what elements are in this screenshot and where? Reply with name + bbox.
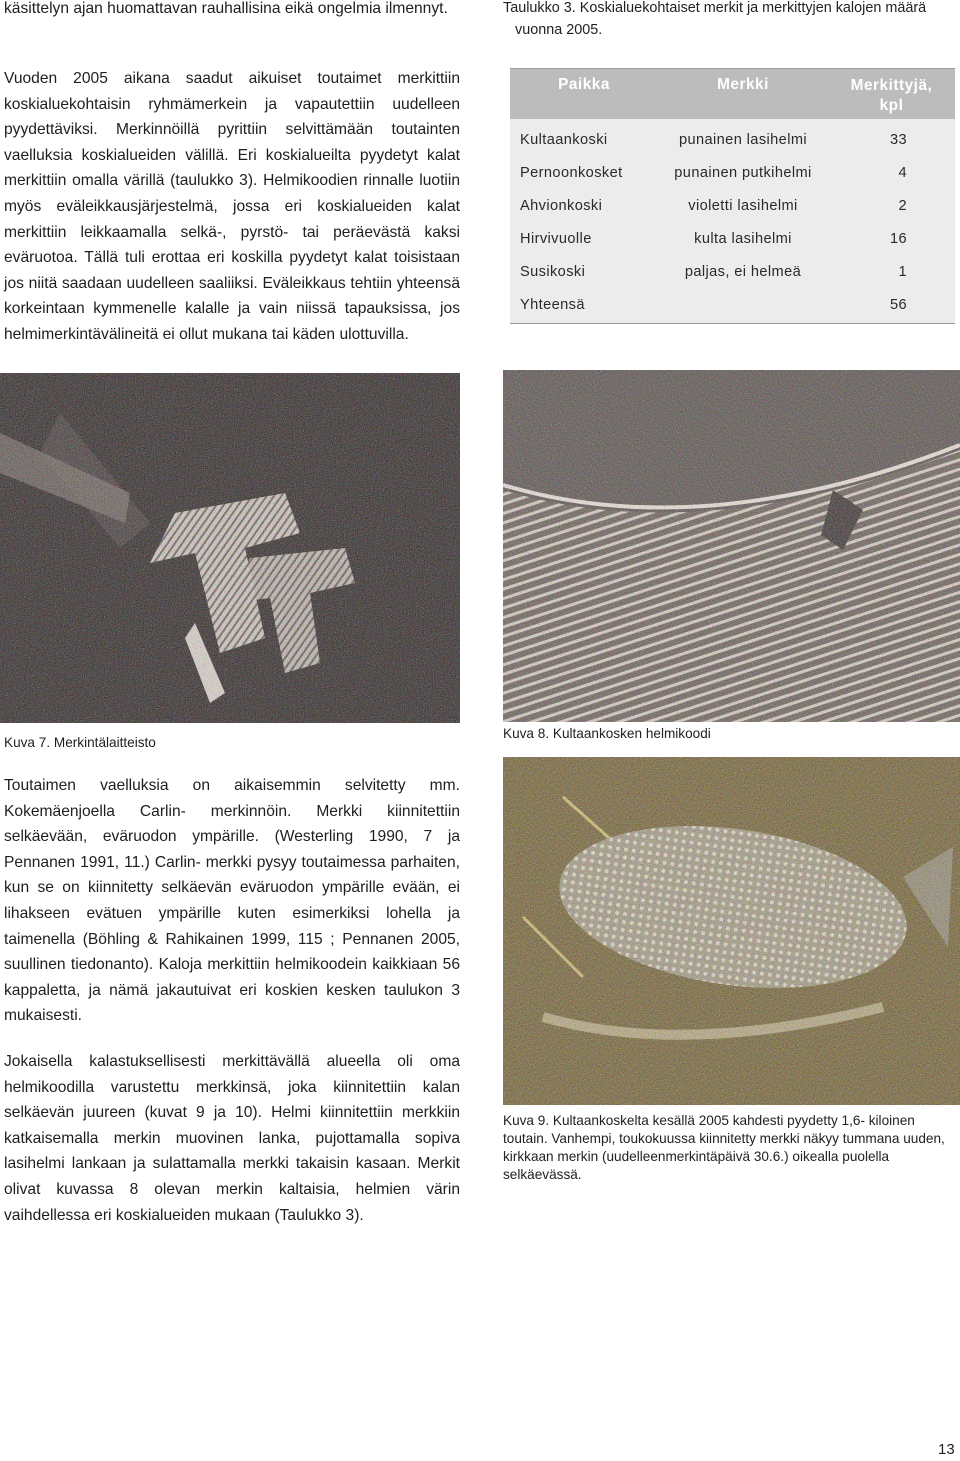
cell-place: Yhteensä (520, 296, 585, 313)
cell-mark: punainen lasihelmi (678, 131, 808, 148)
table-3 (510, 68, 955, 324)
table-row (510, 255, 955, 288)
cell-count: 33 (889, 131, 907, 148)
cell-mark: kulta lasihelmi (694, 230, 792, 247)
header-mark: Merkki (717, 76, 769, 93)
cell-mark: punainen putkihelmi (674, 164, 812, 181)
figure-9-photo (503, 757, 960, 1105)
cell-count: 16 (889, 230, 907, 247)
table-row (510, 222, 955, 255)
header-count (828, 69, 955, 119)
cell-mark: violetti lasihelmi (688, 197, 798, 214)
table-3-caption-line-1: Taulukko 3. Koskialuekohtaiset merkit ja merkittyjen kalojen määrä (503, 0, 927, 16)
table-row (510, 156, 955, 189)
intro-text: käsittelyn ajan huomattavan rauhallisina eikä ongelmia ilmennyt. (4, 0, 448, 17)
figure-8-photo (503, 370, 960, 722)
cell-count: 1 (898, 263, 907, 280)
table-total-row (510, 288, 955, 321)
header-place: Paikka (558, 76, 610, 93)
cell-place: Susikoski (520, 263, 586, 280)
header-count-line-1: Merkittyjä, (850, 77, 933, 94)
table-3-caption-line-2: vuonna 2005. (515, 22, 603, 38)
paragraph-tagging: Vuoden 2005 aikana saadut aikuiset toutaimet merkittiin koskialuekohtaisin ryhmämerkein ja vapautettiin uudelleen pyydettäviksi. Merkinnöillä pyrittiin selvittämään toutainten vaelluksia koskialueiden välillä. Eri koskialueilta pyydetyt kalat merkittiin omalla värillä (taulukko 3). Helmikoodien rinnalle luotiin myös eväleikkausjärjestelmä, jossa eri koskialueiden kalat merkittiin leikkaamalla selkä-, pyrstö- tai peräevästä kaksi eväruotoa. Tällä tuli erottaa eri koskilla pyydetyt kalat toisistaan jos niitä saadaan uudelleen saaliiksi. Eväleikkaus tehtiin yhteensä korkeintaan kymmenelle kalalle ja vain niissä tapauksissa, jos helmimerkintävälineitä ei ollut mukana tai käden ulottuvilla. (4, 70, 460, 343)
cell-mark: paljas, ei helmeä (684, 263, 802, 280)
page-number: 13 (938, 1441, 955, 1458)
bead-tag-image (503, 370, 960, 722)
paragraph-beads: Jokaisella kalastuksellisesti merkittävällä alueella oli oma helmikoodilla varustettu merkkinsä, joka kiinnitettiin kalan selkäevän juureen (kuvat 9 ja 10). Helmi kiinnitettiin merkkiin katkaisemalla merkin muovinen lanka, pujottamalla sopiva lasihelmi lankaan ja sulattamalla merkki takaisin kasaan. Merkit olivat kuvassa 8 olevan merkin kaltaisia, helmien värin vaihdellessa eri koskialueiden mukaan (Taulukko 3). (4, 1053, 460, 1224)
tagging-gun-image (0, 373, 460, 723)
cell-place: Hirvivuolle (520, 230, 592, 247)
header-count-line-2: kpl (879, 97, 904, 114)
figure-7-caption: Kuva 7. Merkintälaitteisto (4, 735, 156, 750)
figure-9-caption: Kuva 9. Kultaankoskelta kesällä 2005 kahdesti pyydetty 1,6- kiloinen toutain. Vanhempi, toukokuussa kiinnitetty merkki näkyy tummana uuden, kirkkaan merkin (uudelleenmerkintäpäivä 30.6.) oikealla puolella selkäevässä. (503, 1113, 945, 1182)
figure-7-photo (0, 373, 460, 723)
cell-place: Ahvionkoski (520, 197, 603, 214)
paragraph-history: Toutaimen vaelluksia on aikaisemmin selvitetty mm. Kokemäenjoella Carlin- merkinnöin. Merkki kiinnitettiin selkäevään, eväruodon ympärille. (Westerling 1990, 7 ja Pennanen 1991, 11.) Carlin- merkki pysyy toutaimessa parhaiten, kun se on kiinnitetty selkäevän eväruodon ympärille evään, ei lihakseen evätuen ympärille kuten esimerkiksi lohella ja taimenella (Böhling & Rahikainen 1999, 115 ; Pennanen 2005, suullinen tiedonanto). Kaloja merkittiin helmikoodein kaikkiaan 56 kappaletta, ja nämä jakautuivat eri koskien kesken taulukon 3 mukaisesti. (4, 777, 460, 1025)
table-row (510, 123, 955, 156)
cell-count: 56 (889, 296, 907, 313)
cell-count: 4 (898, 164, 907, 181)
figure-8-caption: Kuva 8. Kultaankosken helmikoodi (503, 726, 711, 741)
fish-image (503, 757, 960, 1105)
table-header-row (510, 68, 955, 119)
cell-count: 2 (898, 197, 907, 214)
table-row (510, 189, 955, 222)
cell-place: Pernoonkosket (520, 164, 623, 181)
cell-place: Kultaankoski (520, 131, 608, 148)
